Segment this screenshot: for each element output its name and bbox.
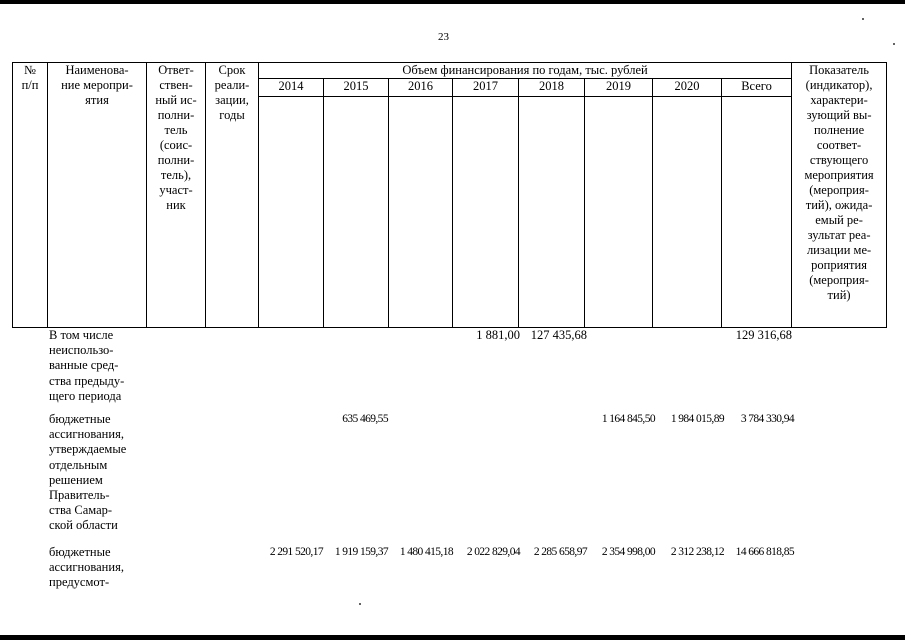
row3-value-2014: 2 291 520,17: [269, 546, 323, 558]
empty-cell: [653, 97, 722, 328]
header-term: Срок реали- зации, годы: [206, 63, 259, 328]
header-name: Наименова- ние меропри- ятия: [48, 63, 147, 328]
scan-speck: [893, 43, 895, 45]
row2-value-2015: 635 469,55: [342, 413, 388, 425]
header-year-2016: 2016: [389, 79, 453, 97]
top-border: [0, 0, 905, 4]
scan-speck: [359, 603, 361, 605]
header-responsible: Ответ- ствен- ный ис- полни- тель (соис- полни- тель), участ- ник: [147, 63, 206, 328]
row3-value-2015: 1 919 159,37: [334, 546, 388, 558]
row2-value-2019: 1 164 845,50: [601, 413, 655, 425]
header-year-2014: 2014: [259, 79, 324, 97]
empty-cell: [259, 97, 324, 328]
scan-speck: [862, 18, 864, 20]
row3-value-2020: 2 312 238,12: [670, 546, 724, 558]
header-funding-title: Объем финансирования по годам, тыс. рублей: [259, 63, 792, 79]
row1-value-2018: 127 435,68: [530, 328, 587, 342]
header-num: № п/п: [13, 63, 48, 328]
header-total: Всего: [722, 79, 792, 97]
header-year-2019: 2019: [585, 79, 653, 97]
row3-value-2016: 1 480 415,18: [399, 546, 453, 558]
page-number: 23: [438, 31, 449, 43]
header-year-2018: 2018: [519, 79, 585, 97]
empty-cell: [453, 97, 519, 328]
header-year-2015: 2015: [324, 79, 389, 97]
empty-cell: [389, 97, 453, 328]
row2-value-total: 3 784 330,94: [740, 413, 794, 425]
row1-value-total: 129 316,68: [735, 328, 792, 342]
row3-value-2019: 2 354 998,00: [601, 546, 655, 558]
row-name-separate-decision: бюджетные ассигнования, утверждаемые отдельным решением Правитель- ства Самар- ской области: [49, 412, 127, 533]
row3-value-2018: 2 285 658,97: [533, 546, 587, 558]
empty-cell: [324, 97, 389, 328]
row3-value-2017: 2 022 829,04: [466, 546, 520, 558]
row-name-unused-funds: В том числе неиспользо- ванные сред- ства предыду- щего периода: [49, 328, 125, 403]
header-year-2020: 2020: [653, 79, 722, 97]
row2-value-2020: 1 984 015,89: [670, 413, 724, 425]
bottom-border: [0, 635, 905, 640]
header-indicator: Показатель (индикатор), характери- зующий вы- полнение соответ- ствующего мероприятия (мероприя- тий), ожида- емый ре- зультат реа- лизации ме- роприятия (мероприя- тий): [792, 63, 887, 328]
header-year-2017: 2017: [453, 79, 519, 97]
empty-cell: [722, 97, 792, 328]
row1-value-2017: 1 881,00: [476, 328, 520, 342]
row-name-budget-allocations: бюджетные ассигнования, предусмот-: [49, 545, 124, 590]
funding-table-header: [12, 62, 887, 328]
empty-cell: [585, 97, 653, 328]
empty-cell: [519, 97, 585, 328]
row3-value-total: 14 666 818,85: [735, 546, 794, 558]
